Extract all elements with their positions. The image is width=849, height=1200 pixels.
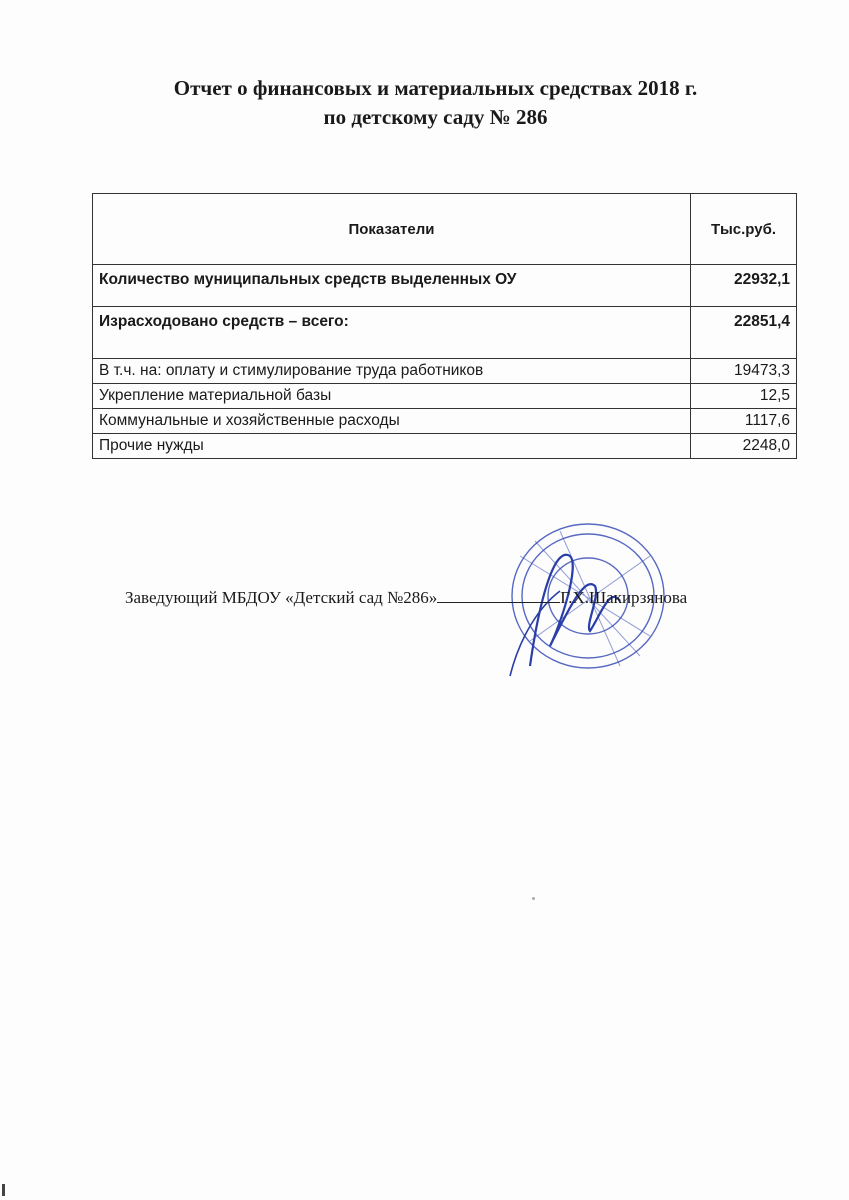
- document-title: [0, 74, 849, 132]
- row-value: 1117,6: [691, 409, 797, 434]
- row-value: 19473,3: [691, 359, 797, 384]
- signature-name: Г.Х.Шакирзянова: [560, 588, 688, 607]
- table-row: [93, 409, 797, 434]
- row-label: Коммунальные и хозяйственные расходы: [93, 409, 691, 434]
- signature-underline: [437, 588, 560, 603]
- row-label: Израсходовано средств – всего:: [93, 307, 691, 359]
- table-row: [93, 265, 797, 307]
- header-value: Тыс.руб.: [691, 194, 797, 265]
- row-value: 2248,0: [691, 434, 797, 459]
- table-row: [93, 434, 797, 459]
- scan-edge-mark: [2, 1184, 5, 1196]
- row-label: Укрепление материальной базы: [93, 384, 691, 409]
- row-value: 12,5: [691, 384, 797, 409]
- row-label: В т.ч. на: оплату и стимулирование труда работников: [93, 359, 691, 384]
- signature-position: Заведующий МБДОУ «Детский сад №286»: [125, 588, 438, 607]
- header-label: Показатели: [93, 194, 691, 265]
- table-row: [93, 384, 797, 409]
- title-line-1: Отчет о финансовых и материальных средствах 2018 г.: [173, 76, 698, 100]
- table-header-row: [93, 194, 797, 265]
- signature-line: [125, 588, 785, 608]
- title-line-2: по детскому саду № 286: [323, 105, 548, 129]
- row-value: 22932,1: [691, 265, 797, 307]
- row-value: 22851,4: [691, 307, 797, 359]
- scan-speck: [532, 897, 535, 900]
- table-row: [93, 359, 797, 384]
- table-row: [93, 307, 797, 359]
- row-label: Прочие нужды: [93, 434, 691, 459]
- row-label: Количество муниципальных средств выделенных ОУ: [93, 265, 691, 307]
- finance-table: [92, 193, 797, 459]
